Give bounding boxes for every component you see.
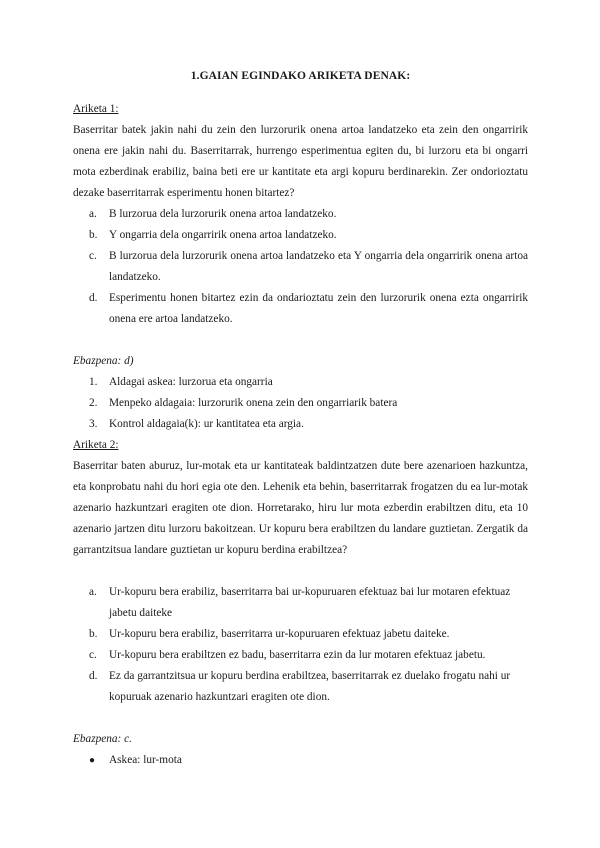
variable-marker: 2. [89,397,98,409]
exercise-1-answer: Ebazpena: d) [73,355,134,367]
document-page [73,66,528,771]
option-text: Y ongarria dela ongarririk onena artoa landatzeko. [109,229,337,241]
option-marker: c. [89,649,97,661]
variable-marker: 3. [89,418,98,430]
variable-text: Kontrol aldagaia(k): ur kantitatea eta argia. [109,418,304,430]
page-title: 1.GAIAN EGINDAKO ARIKETA DENAK: [190,70,411,82]
option-marker: a. [89,208,97,220]
exercise-2-text: Baserritar baten aburuz, lur-motak eta ur kantitateak baldintzatzen dute bere azenarioen hazkuntza, eta konprobatu nahi du hori egia ote den. Lehenik eta behin, baserritarrak frogatzen du ea lur-motak azenario hazkuntzari eragiten ote dion. Horretarako, hiru lur mota ezberdin erabiltzen ditu, eta 10 azenario jartzen ditu lurzoru bakoitzean. Ur kopuru bera erabiltzen du landare guztietan. Zergatik da garrantzitsua landare guztietan ur kopuru berdina erabiltzea? [73,460,528,556]
option-text: Esperimentu honen bitartez ezin da ondarioztatu zein den lurzorurik onena ezta ongarririk onena ere artoa landatzeko. [109,292,528,325]
exercise-1-variables [73,372,528,435]
exercise-2-heading: Ariketa 2: [73,439,119,451]
option-item [73,246,528,288]
option-text: Ez da garrantzitsua ur kopuru berdina erabiltzea, baserritarrak ez duelako frogatu nahi ur kopuruak azenario hazkuntzari eragiten ote dion. [109,670,511,703]
option-item [73,225,528,246]
option-text: B lurzorua dela lurzorurik onena artoa landatzeko eta Y ongarria dela ongarririk onena artoa landatzeko. [109,250,528,283]
option-item [73,204,528,225]
option-text: Ur-kopuru bera erabiltzen ez badu, baserritarra ezin da lur motaren efektuaz jabetu. [109,649,486,661]
bullet-icon: ● [89,755,96,766]
variable-item [73,750,528,771]
option-marker: c. [89,250,97,262]
option-text: B lurzorua dela lurzorurik onena artoa landatzeko. [109,208,337,220]
variable-item [73,393,528,414]
option-item [73,582,528,624]
variable-text: Aldagai askea: lurzorua eta ongarria [109,376,273,388]
exercise-1-heading: Ariketa 1: [73,103,119,115]
exercise-2-options [73,582,528,708]
variable-item [73,414,528,435]
variable-item [73,372,528,393]
option-marker: d. [89,670,98,682]
exercise-2-variables [73,750,528,771]
option-item [73,666,528,708]
option-text: Ur-kopuru bera erabiliz, baserritarra ur-kopuruaren efektuaz jabetu daiteke. [109,628,450,640]
exercise-1-text: Baserritar batek jakin nahi du zein den lurzorurik onena artoa landatzeko eta zein den ongarririk onena ere jakin nahi du. Baserritarrak, hurrengo esperimentua egiten du, bi lurzoru eta bi ongarri mota ezberdinak erabiliz, baina beti ere ur kantitate eta argi kopuru berdinarekin. Zer ondorioztatu dezake baserritarrak esperimentu honen bitartez? [73,124,528,199]
exercise-2-answer: Ebazpena: c. [73,733,132,745]
option-marker: b. [89,229,98,241]
option-marker: b. [89,628,98,640]
variable-text: Askea: lur-mota [109,754,182,766]
variable-text: Menpeko aldagaia: lurzorurik onena zein den ongarriarik batera [109,397,398,409]
option-text: Ur-kopuru bera erabiliz, baserritarra bai ur-kopuruaren efektuaz bai lur motaren efektuaz jabetu daiteke [109,586,511,619]
variable-marker: 1. [89,376,98,388]
option-item [73,288,528,330]
option-marker: d. [89,292,98,304]
option-item [73,624,528,645]
option-marker: a. [89,586,97,598]
exercise-1-options [73,204,528,330]
option-item [73,645,528,666]
